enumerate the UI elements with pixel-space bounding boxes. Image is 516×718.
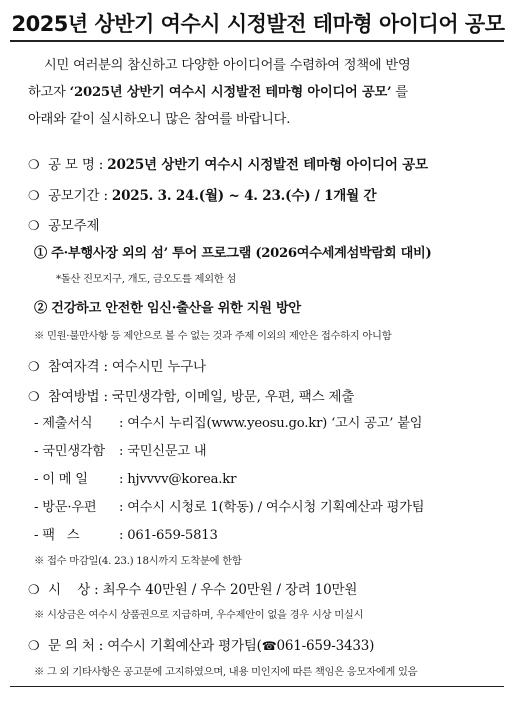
award-note: ※ 시상금은 여수시 상품권으로 지급하며, 우수제안이 없을 경우 시상 미실시	[34, 609, 364, 621]
intro-line-3: 아래와 같이 실시하오니 많은 참여를 바랍니다.	[28, 112, 291, 127]
email-label: - 이 메 일	[34, 472, 88, 487]
circle-bullet-icon: ❍	[28, 639, 40, 654]
contest-period-value: 2025. 3. 24.(월) ~ 4. 23.(수) / 1개월 간	[111, 188, 377, 204]
method-value: 국민생각함, 이메일, 방문, 우편, 팩스 제출	[111, 389, 355, 405]
intro-line-2-pre: 하고자	[28, 85, 70, 100]
page-title: 2025년 상반기 여수시 시정발전 테마형 아이디어 공모	[11, 12, 505, 36]
title-divider	[10, 40, 504, 42]
form-label: - 제출서식	[34, 416, 93, 431]
gov-row	[34, 440, 206, 459]
method-label: 참여방법 :	[48, 389, 112, 405]
visit-value: : 여수시 시청로 1(학동) / 여수시청 기획예산과 평가팀	[119, 500, 425, 515]
circle-bullet-icon: ❍	[28, 219, 40, 234]
visit-row	[34, 496, 424, 515]
gov-label: - 국민생각함	[34, 444, 105, 459]
contact-value-post: 061-659-3433)	[276, 638, 375, 654]
contest-period-label: 공모기간 :	[48, 188, 112, 204]
fax-value: : 061-659-5813	[119, 528, 218, 543]
topic-2: ② 건강하고 안전한 임신·출산을 위한 지원 방안	[34, 301, 301, 316]
contest-name-value: 2025년 상반기 여수시 시정발전 테마형 아이디어 공모	[107, 157, 428, 173]
form-value: : 여수시 누리집(www.yeosu.go.kr) ‘고시 공고’ 붙임	[119, 416, 423, 431]
topic-1-note: *돌산 진모지구, 개도, 금오도를 제외한 섬	[56, 273, 237, 285]
circle-bullet-icon: ❍	[28, 583, 40, 598]
method-row	[28, 385, 354, 405]
contact-row	[28, 634, 374, 654]
visit-label: - 방문·우편	[34, 500, 97, 515]
intro-line-2-bold: ‘2025년 상반기 여수시 시정발전 테마형 아이디어 공모’	[69, 85, 392, 100]
contact-label: 문 의 처 :	[48, 638, 108, 654]
circle-bullet-icon: ❍	[28, 189, 40, 204]
email-row	[34, 468, 236, 487]
circle-bullet-icon: ❍	[28, 390, 40, 405]
email-value: : hjvvvv@korea.kr	[119, 472, 237, 487]
award-value: 최우수 40만원 / 우수 20만원 / 장려 10만원	[102, 582, 358, 598]
circle-bullet-icon: ❍	[28, 158, 40, 173]
contest-name-row	[28, 153, 428, 173]
intro-line-2-post: 를	[391, 85, 408, 100]
contest-period-row	[28, 184, 376, 204]
award-label: 시 상 :	[48, 582, 103, 598]
form-row	[34, 412, 422, 431]
eligibility-value: 여수시민 누구나	[111, 359, 206, 375]
topic-1: ① 주·부행사장 외의 섬’ 투어 프로그램 (2026여수세계섬박람회 대비)	[34, 246, 432, 261]
phone-icon: ☎	[261, 639, 277, 653]
intro-line-2	[28, 79, 510, 106]
gov-value: : 국민신문고 내	[119, 444, 207, 459]
intro-line-1: 시민 여러분의 참신하고 다양한 아이디어를 수렴하여 정책에 반영	[44, 58, 411, 73]
contest-name-label: 공 모 명 :	[48, 157, 108, 173]
contest-topic-label: 공모주제	[48, 218, 100, 234]
footer-note: ※ 그 외 기타사항은 공고문에 고지하였으며, 내용 미인지에 따른 책임은 응모자에게 있음	[34, 666, 418, 678]
eligibility-row	[28, 355, 206, 375]
topic-note: ※ 민원·불만사항 등 제안으로 볼 수 없는 것과 주제 이외의 제안은 접수하지 아니함	[34, 330, 392, 342]
intro-paragraph	[28, 52, 510, 133]
fax-label: - 팩 스	[34, 528, 80, 543]
eligibility-label: 참여자격 :	[48, 359, 112, 375]
award-row	[28, 578, 357, 598]
bottom-divider	[10, 686, 504, 687]
contact-value-pre: 여수시 기획예산과 평가팀(	[107, 638, 262, 654]
deadline-note: ※ 접수 마감일(4. 23.) 18시까지 도착분에 한함	[34, 555, 242, 567]
circle-bullet-icon: ❍	[28, 360, 40, 375]
contest-topic-row	[28, 214, 99, 234]
fax-row	[34, 524, 218, 543]
